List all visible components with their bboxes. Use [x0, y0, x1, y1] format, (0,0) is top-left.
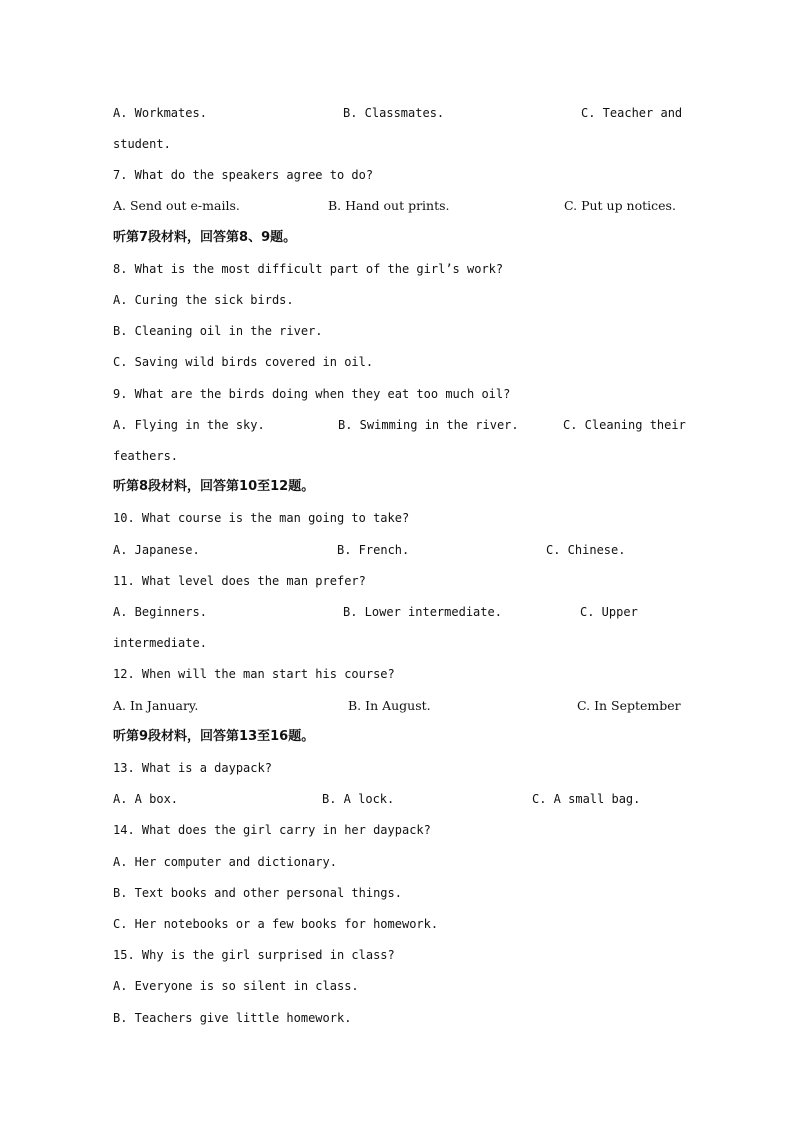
q11-option-c: C. Upper [580, 605, 638, 619]
q7-option-b: B. Hand out prints. [328, 198, 450, 213]
q7-options [113, 196, 681, 216]
q9-option-b: B. Swimming in the river. [338, 418, 519, 432]
q15-option-b: B. Teachers give little homework. [113, 1011, 352, 1025]
q8-option-a: A. Curing the sick birds. [113, 293, 294, 307]
q12-option-c: C. In September [577, 698, 681, 713]
q9-option-c: C. Cleaning their [563, 418, 686, 432]
q8-question: 8. What is the most difficult part of the girl’s work? [113, 262, 504, 276]
q14-option-c: C. Her notebooks or a few books for homework. [113, 917, 439, 931]
q6-option-b: B. Classmates. [343, 106, 445, 120]
q7-question: 7. What do the speakers agree to do? [113, 168, 374, 182]
q13-options [113, 789, 681, 809]
q9-question: 9. What are the birds doing when they eat too much oil? [113, 387, 511, 401]
q8-option-b: B. Cleaning oil in the river. [113, 324, 323, 338]
q12-options [113, 696, 681, 716]
q9-options [113, 415, 686, 435]
q10-options [113, 540, 681, 560]
q15-option-a: A. Everyone is so silent in class. [113, 979, 359, 993]
q9-option-a: A. Flying in the sky. [113, 418, 265, 432]
q13-option-a: A. A box. [113, 792, 179, 806]
q12-option-b: B. In August. [348, 698, 431, 713]
q11-option-b: B. Lower intermediate. [343, 605, 502, 619]
q6-options [113, 103, 681, 123]
q10-option-c: C. Chinese. [546, 543, 626, 557]
q11-question: 11. What level does the man prefer? [113, 574, 366, 588]
q7-option-a: A. Send out e-mails. [113, 198, 240, 213]
q10-option-b: B. French. [337, 543, 410, 557]
section-heading-8: 听第8段材料，回答第10至12题。 [113, 479, 315, 494]
q10-question: 10. What course is the man going to take? [113, 511, 410, 525]
q13-question: 13. What is a daypack? [113, 761, 272, 775]
q6-option-a: A. Workmates. [113, 106, 207, 120]
q11-option-c-cont: intermediate. [113, 636, 207, 650]
q14-option-b: B. Text books and other personal things. [113, 886, 402, 900]
q11-option-a: A. Beginners. [113, 605, 207, 619]
q15-question: 15. Why is the girl surprised in class? [113, 948, 395, 962]
q6-option-c: C. Teacher and [581, 106, 683, 120]
q14-question: 14. What does the girl carry in her daypack? [113, 823, 431, 837]
q12-option-a: A. In January. [113, 698, 199, 713]
q14-option-a: A. Her computer and dictionary. [113, 855, 337, 869]
q6-option-c-cont: student. [113, 137, 171, 151]
q8-option-c: C. Saving wild birds covered in oil. [113, 355, 374, 369]
section-heading-7: 听第7段材料，回答第8、9题。 [113, 230, 297, 245]
q9-option-c-cont: feathers. [113, 449, 179, 463]
q13-option-c: C. A small bag. [532, 792, 641, 806]
q11-options [113, 602, 681, 622]
q7-option-c: C. Put up notices. [564, 198, 676, 213]
q12-question: 12. When will the man start his course? [113, 667, 395, 681]
q13-option-b: B. A lock. [322, 792, 395, 806]
q10-option-a: A. Japanese. [113, 543, 200, 557]
section-heading-9: 听第9段材料，回答第13至16题。 [113, 729, 315, 744]
